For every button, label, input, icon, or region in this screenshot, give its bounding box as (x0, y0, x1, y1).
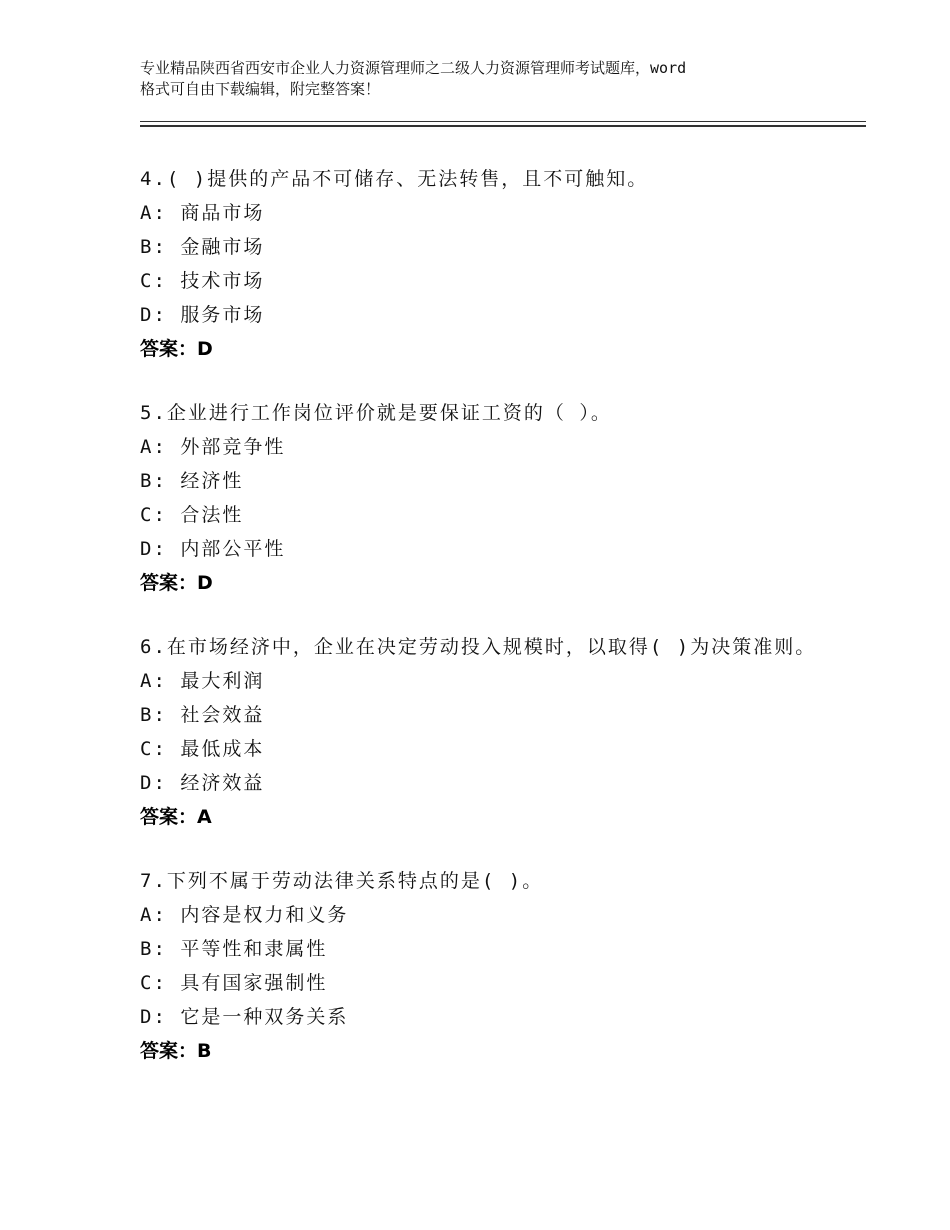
question-text: 7.下列不属于劳动法律关系特点的是( )。 (140, 870, 544, 892)
answer-value: D (197, 572, 213, 594)
document-header (140, 58, 840, 100)
option-c: C: 具有国家强制性 (140, 972, 328, 994)
option-a: A: 商品市场 (140, 202, 265, 224)
option-b: B: 社会效益 (140, 704, 265, 726)
header-line-2: 格式可自由下载编辑，附完整答案！ (140, 80, 381, 98)
option-c: C: 合法性 (140, 504, 244, 526)
question-list (140, 162, 840, 1098)
option-b: B: 平等性和隶属性 (140, 938, 328, 960)
answer-label: 答案： (140, 806, 198, 828)
option-d: D: 经济效益 (140, 772, 265, 794)
question-text: 5.企业进行工作岗位评价就是要保证工资的（ ）。 (140, 402, 612, 424)
answer-value: D (197, 338, 213, 360)
question-4 (140, 162, 840, 366)
header-line-1: 专业精品陕西省西安市企业人力资源管理师之二级人力资源管理师考试题库，word (140, 59, 687, 77)
option-d: D: 服务市场 (140, 304, 265, 326)
option-b: B: 经济性 (140, 470, 244, 492)
option-a: A: 内容是权力和义务 (140, 904, 349, 926)
option-d: D: 它是一种双务关系 (140, 1006, 349, 1028)
question-6 (140, 630, 840, 834)
option-b: B: 金融市场 (140, 236, 265, 258)
header-divider-thin (140, 121, 866, 122)
answer-line (140, 566, 840, 600)
answer-label: 答案： (140, 338, 198, 360)
question-text: 6.在市场经济中，企业在决定劳动投入规模时，以取得( )为决策准则。 (140, 636, 817, 658)
option-d: D: 内部公平性 (140, 538, 286, 560)
option-c: C: 技术市场 (140, 270, 265, 292)
question-text: 4.( )提供的产品不可储存、无法转售，且不可触知。 (140, 168, 649, 190)
option-c: C: 最低成本 (140, 738, 265, 760)
answer-line (140, 1034, 840, 1068)
answer-line (140, 800, 840, 834)
option-a: A: 最大利润 (140, 670, 265, 692)
header-divider-thick (140, 125, 866, 127)
option-a: A: 外部竞争性 (140, 436, 286, 458)
answer-line (140, 332, 840, 366)
answer-value: B (197, 1040, 212, 1062)
question-7 (140, 864, 840, 1068)
answer-value: A (197, 806, 212, 828)
answer-label: 答案： (140, 572, 198, 594)
answer-label: 答案： (140, 1040, 198, 1062)
question-5 (140, 396, 840, 600)
